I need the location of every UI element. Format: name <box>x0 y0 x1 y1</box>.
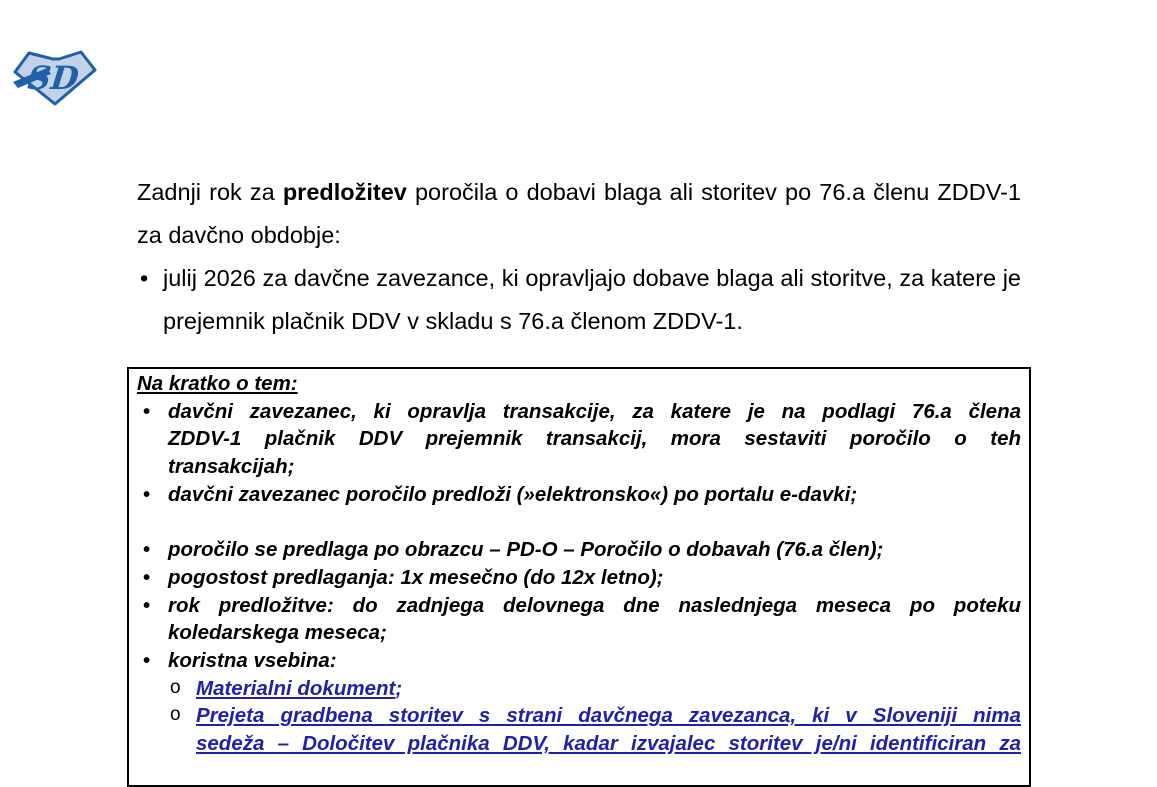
summary-item-obligation: • davčni zavezanec, ki opravlja transakcije, za katere je na podlagi 76.a člena ZDDV-1 plačnik DDV prejemnik transakcij, mora sestaviti poročilo o teh transakcijah; <box>137 398 1021 481</box>
intro-section <box>137 171 1021 343</box>
list-item-prejeta-gradbena-storitev <box>168 702 1021 757</box>
link-suffix: ; <box>395 676 403 700</box>
svg-text:SD: SD <box>25 59 81 97</box>
intro-line-2: za davčno obdobje: <box>137 222 341 248</box>
list-item-materialni-dokument <box>168 675 1021 703</box>
intro-bullet-item <box>137 257 1021 343</box>
sd-diamond-logo-icon <box>13 48 98 106</box>
intro-bullet-line-1: • julij 2026 za davčne zavezance, ki opravljajo dobave blaga ali storitve, za katere je <box>163 265 1021 291</box>
intro-text-suffix: poročila o dobavi blaga ali storitev po 76.a členu ZDDV-1 <box>406 179 1021 205</box>
intro-text-bold: predložitev <box>282 179 407 205</box>
summary-list <box>137 398 1021 758</box>
summary-item-koristna-vsebina: • koristna vsebina: o Materialni dokument; o Prejeta gradbena storitev s strani davčnega zavezanca, ki v Sloveniji nima sedeža – Določitev plačnika DDV, kadar izvajalec storitev je/ni identificiran za <box>137 647 1021 758</box>
summary-item-rok: • rok predložitve: do zadnjega delovnega dne naslednjega meseca po poteku koledarskega meseca; <box>137 592 1021 647</box>
useful-content-list <box>168 675 1021 758</box>
summary-item-obrazec: • poročilo se predlaga po obrazcu – PD-O – Poročilo o dobavah (76.a člen); <box>137 536 1021 564</box>
intro-line-1 <box>137 171 1021 214</box>
summary-item-edavki: • davčni zavezanec poročilo predloži (»elektronsko«) po portalu e-davki; <box>137 481 1021 509</box>
summary-item-pogostost: • pogostost predlaganja: 1x mesečno (do 12x letno); <box>137 564 1021 592</box>
summary-box <box>127 367 1031 787</box>
intro-text-prefix: Zadnji rok za <box>137 179 283 205</box>
summary-box-title: Na kratko o tem: <box>137 372 298 395</box>
intro-bullet-line-2: prejemnik plačnik DDV v skladu s 76.a členom ZDDV-1. <box>163 308 743 334</box>
link-prejeta-gradbena-storitev[interactable]: o Prejeta gradbena storitev s strani davčnega zavezanca, ki v Sloveniji nima sedeža – Določitev plačnika DDV, kadar izvajalec storitev je/ni identificiran za <box>196 704 1021 756</box>
link-materialni-dokument[interactable]: Materialni dokument <box>196 676 396 700</box>
intro-bullet-list <box>137 257 1021 343</box>
intro-paragraph <box>137 171 1021 257</box>
